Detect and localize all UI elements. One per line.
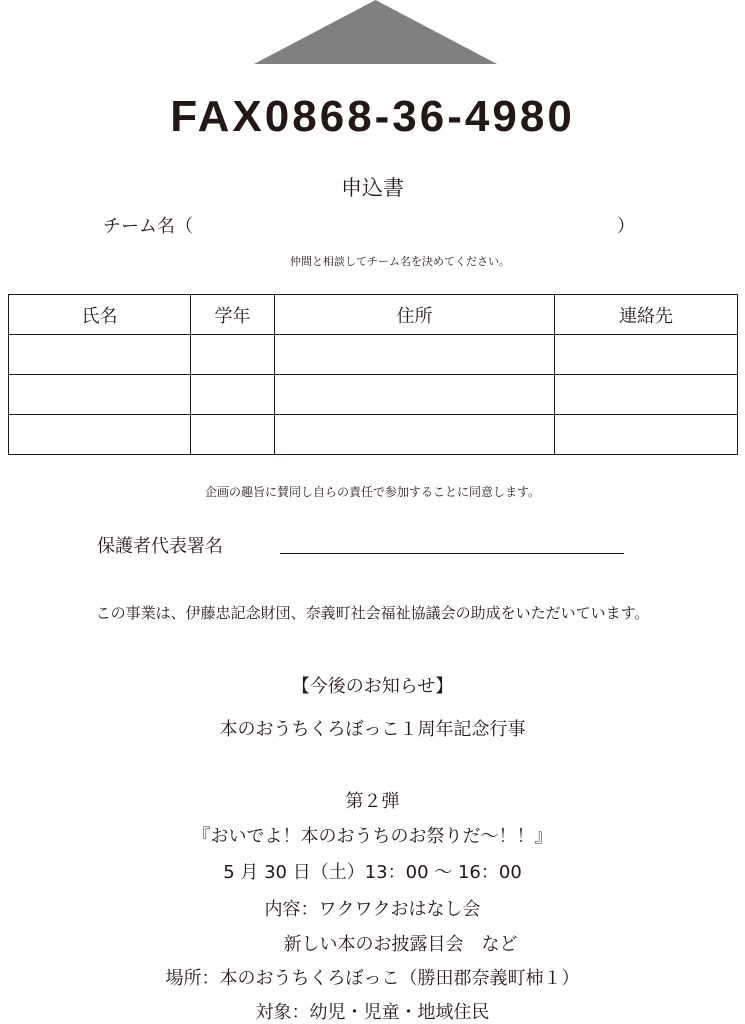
team-name-label: チーム名（ xyxy=(103,216,193,237)
table-row xyxy=(9,375,738,415)
notice-heading: 【今後のお知らせ】 xyxy=(291,676,454,697)
header-triangle-decoration xyxy=(254,0,497,64)
team-name-close-paren: ） xyxy=(617,216,635,237)
column-header-contact: 連絡先 xyxy=(555,295,738,335)
table-cell[interactable] xyxy=(555,335,738,375)
table-cell[interactable] xyxy=(9,335,191,375)
guardian-signature-line[interactable] xyxy=(280,553,624,554)
column-header-grade: 学年 xyxy=(191,295,275,335)
event-place: 場所：本のおうちくろぼっこ（勝田郡奈義町柿１） xyxy=(165,968,580,989)
column-header-name: 氏名 xyxy=(9,295,191,335)
event-content-continued: 新しい本のお披露目会 など xyxy=(283,934,518,955)
event-content: 内容：ワクワクおはなし会 xyxy=(264,899,481,920)
event-target: 対象：幼児・児童・地域住民 xyxy=(255,1002,490,1023)
event-name: 本のおうちくろぼっこ１周年記念行事 xyxy=(219,719,526,740)
event-round: 第２弾 xyxy=(345,791,400,812)
table-row xyxy=(9,335,738,375)
table-cell[interactable] xyxy=(555,415,738,455)
table-cell[interactable] xyxy=(191,415,275,455)
grant-acknowledgement: この事業は、伊藤忠記念財団、奈義町社会福祉協議会の助成をいただいています。 xyxy=(95,604,650,622)
table-cell[interactable] xyxy=(9,375,191,415)
table-cell[interactable] xyxy=(275,375,555,415)
table-header-row xyxy=(9,295,738,335)
table-cell[interactable] xyxy=(191,375,275,415)
table-row xyxy=(9,415,738,455)
fax-number: FAX0868-36-4980 xyxy=(170,92,575,141)
table-cell[interactable] xyxy=(275,335,555,375)
member-table xyxy=(8,294,738,455)
table-cell[interactable] xyxy=(275,415,555,455)
table-cell[interactable] xyxy=(9,415,191,455)
table-cell[interactable] xyxy=(191,335,275,375)
team-name-hint: 仲間と相談してチーム名を決めてください。 xyxy=(290,255,510,268)
event-title: 『おいでよ！本のおうちのお祭りだ～！！』 xyxy=(192,826,553,847)
table-cell[interactable] xyxy=(555,375,738,415)
consent-statement: 企画の趣旨に賛同し自らの責任で参加することに同意します。 xyxy=(204,485,541,499)
event-datetime: 5 月 30 日（土）13：00 ～ 16：00 xyxy=(223,862,522,883)
form-title: 申込書 xyxy=(341,176,404,200)
guardian-signature-label: 保護者代表署名 xyxy=(97,536,223,557)
column-header-address: 住所 xyxy=(275,295,555,335)
